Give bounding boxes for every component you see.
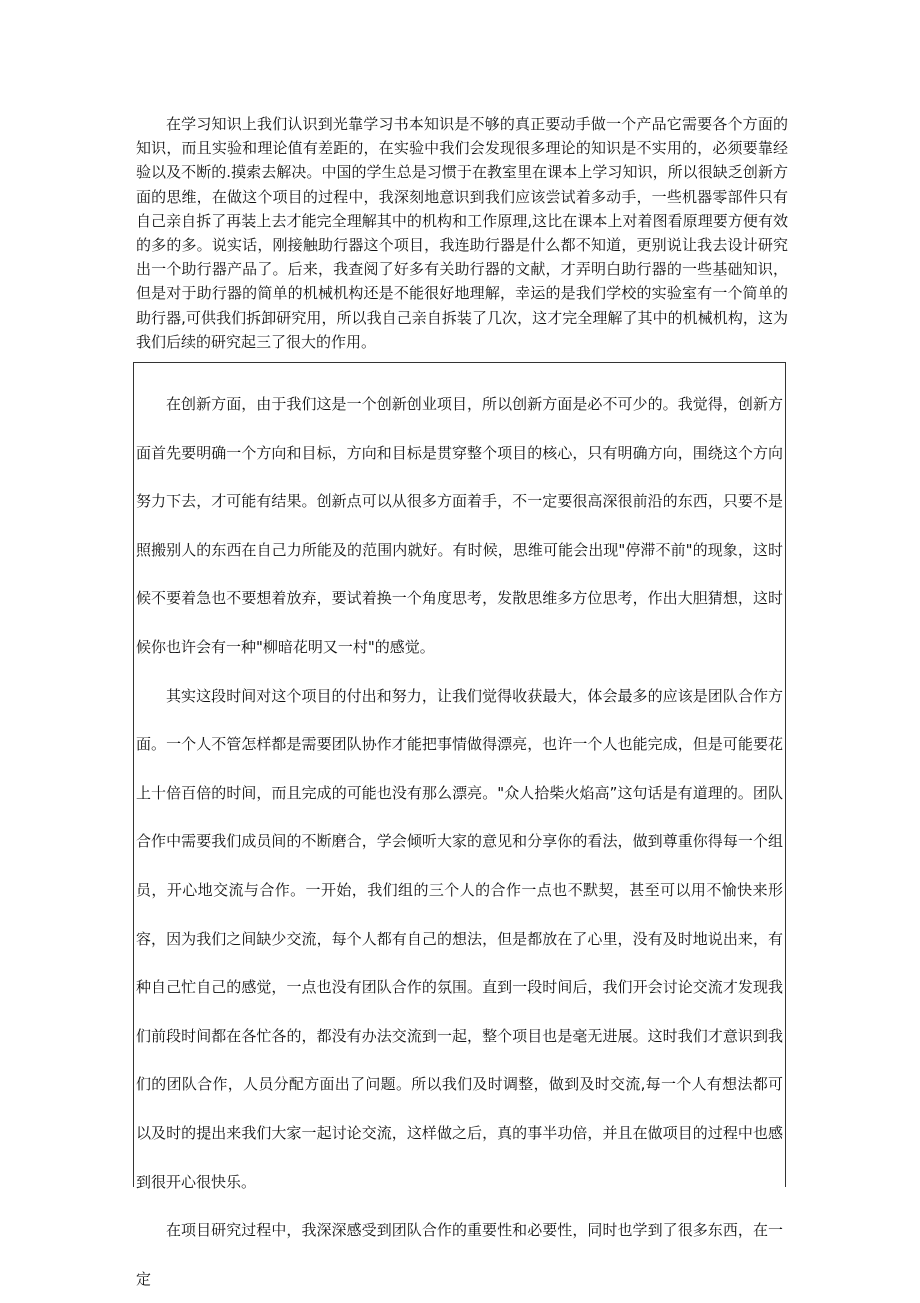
bordered-text-content (136, 380, 783, 1303)
paragraph-research-process: 在项目研究过程中，我深深感受到团队合作的重要性和必要性，同时也学到了很多东西，在一定 (136, 1221, 783, 1288)
bordered-text-box (133, 362, 786, 1288)
paragraph-teamwork: 其实这段时间对这个项目的付出和努力，让我们觉得收获最大，体会最多的应该是团队合作方面。一个人不管怎样都是需要团队协作才能把事情做得漂亮，也许一个人也能完成，但是可能要花上十倍百倍的时间，而且完成的可能也没有那么漂亮。"众人拾柴火焰高”这句话是有道理的。团队合作中需要我们成员间的不断磨合，学会倾听大家的意见和分享你的看法，做到尊重你得每一个组员，开心地交流与合作。一开始，我们组的三个人的合作一点也不默契，甚至可以用不愉快来形容，因为我们之间缺少交流，每个人都有自己的想法，但是都放在了心里，没有及时地说出来，有种自己忙自己的感觉，一点也没有团队合作的氛围。直到一段时间后，我们开会讨论交流才发现我们前段时间都在各忙各的，都没有办法交流到一起，整个项目也是毫无进展。这时我们才意识到我们的团队合作，人员分配方面出了问题。所以我们及时调整，做到及时交流,每一个人有想法都可以及时的提出来我们大家一起讨论交流，这样做之后，真的事半功倍，并且在做项目的过程中也感到很开心很快乐。 (136, 686, 783, 1191)
upper-text-block (136, 112, 788, 354)
upper-paragraph: 在学习知识上我们认识到光靠学习书本知识是不够的真正要动手做一个产品它需要各个方面的知识，而且实验和理论值有差距的，在实验中我们会发现很多理论的知识是不实用的，必须要靠经验以及不断的.摸索去解决。中国的学生总是习惯于在教室里在课本上学习知识，所以很缺乏创新方面的思维，在做这个项目的过程中，我深刻地意识到我们应该尝试着多动手，一些机器零部件只有自己亲自拆了再装上去才能完全理解其中的机构和工作原理,这比在课本上对着图看原理要方便有效的多的多。说实话，刚接触助行器这个项目，我连助行器是什么都不知道，更别说让我去设计研究出一个助行器产品了。后来，我查阅了好多有关助行器的文献，才弄明白助行器的一些基础知识，但是对于助行器的简单的机械机构还是不能很好地理解，幸运的是我们学校的实验室有一个简单的助行器,可供我们拆卸研究用，所以我自己亲自拆装了几次，这才完全理解了其中的机械机构，这为我们后续的研究起三了很大的作用。 (136, 115, 788, 351)
paragraph-innovation: 在创新方面，由于我们这是一个创新创业项目，所以创新方面是必不可少的。我觉得，创新方面首先要明确一个方向和目标，方向和目标是贯穿整个项目的核心，只有明确方向，围绕这个方向努力下去，才可能有结果。创新点可以从很多方面着手，不一定要很高深很前沿的东西，只要不是照搬别人的东西在自己力所能及的范围内就好。有时候，思维可能会出现"停滞不前"的现象，这时候不要着急也不要想着放弃，要试着换一个角度思考，发散思维多方位思考，作出大胆猜想，这时候你也许会有一种"柳暗花明又一村"的感觉。 (136, 395, 783, 656)
